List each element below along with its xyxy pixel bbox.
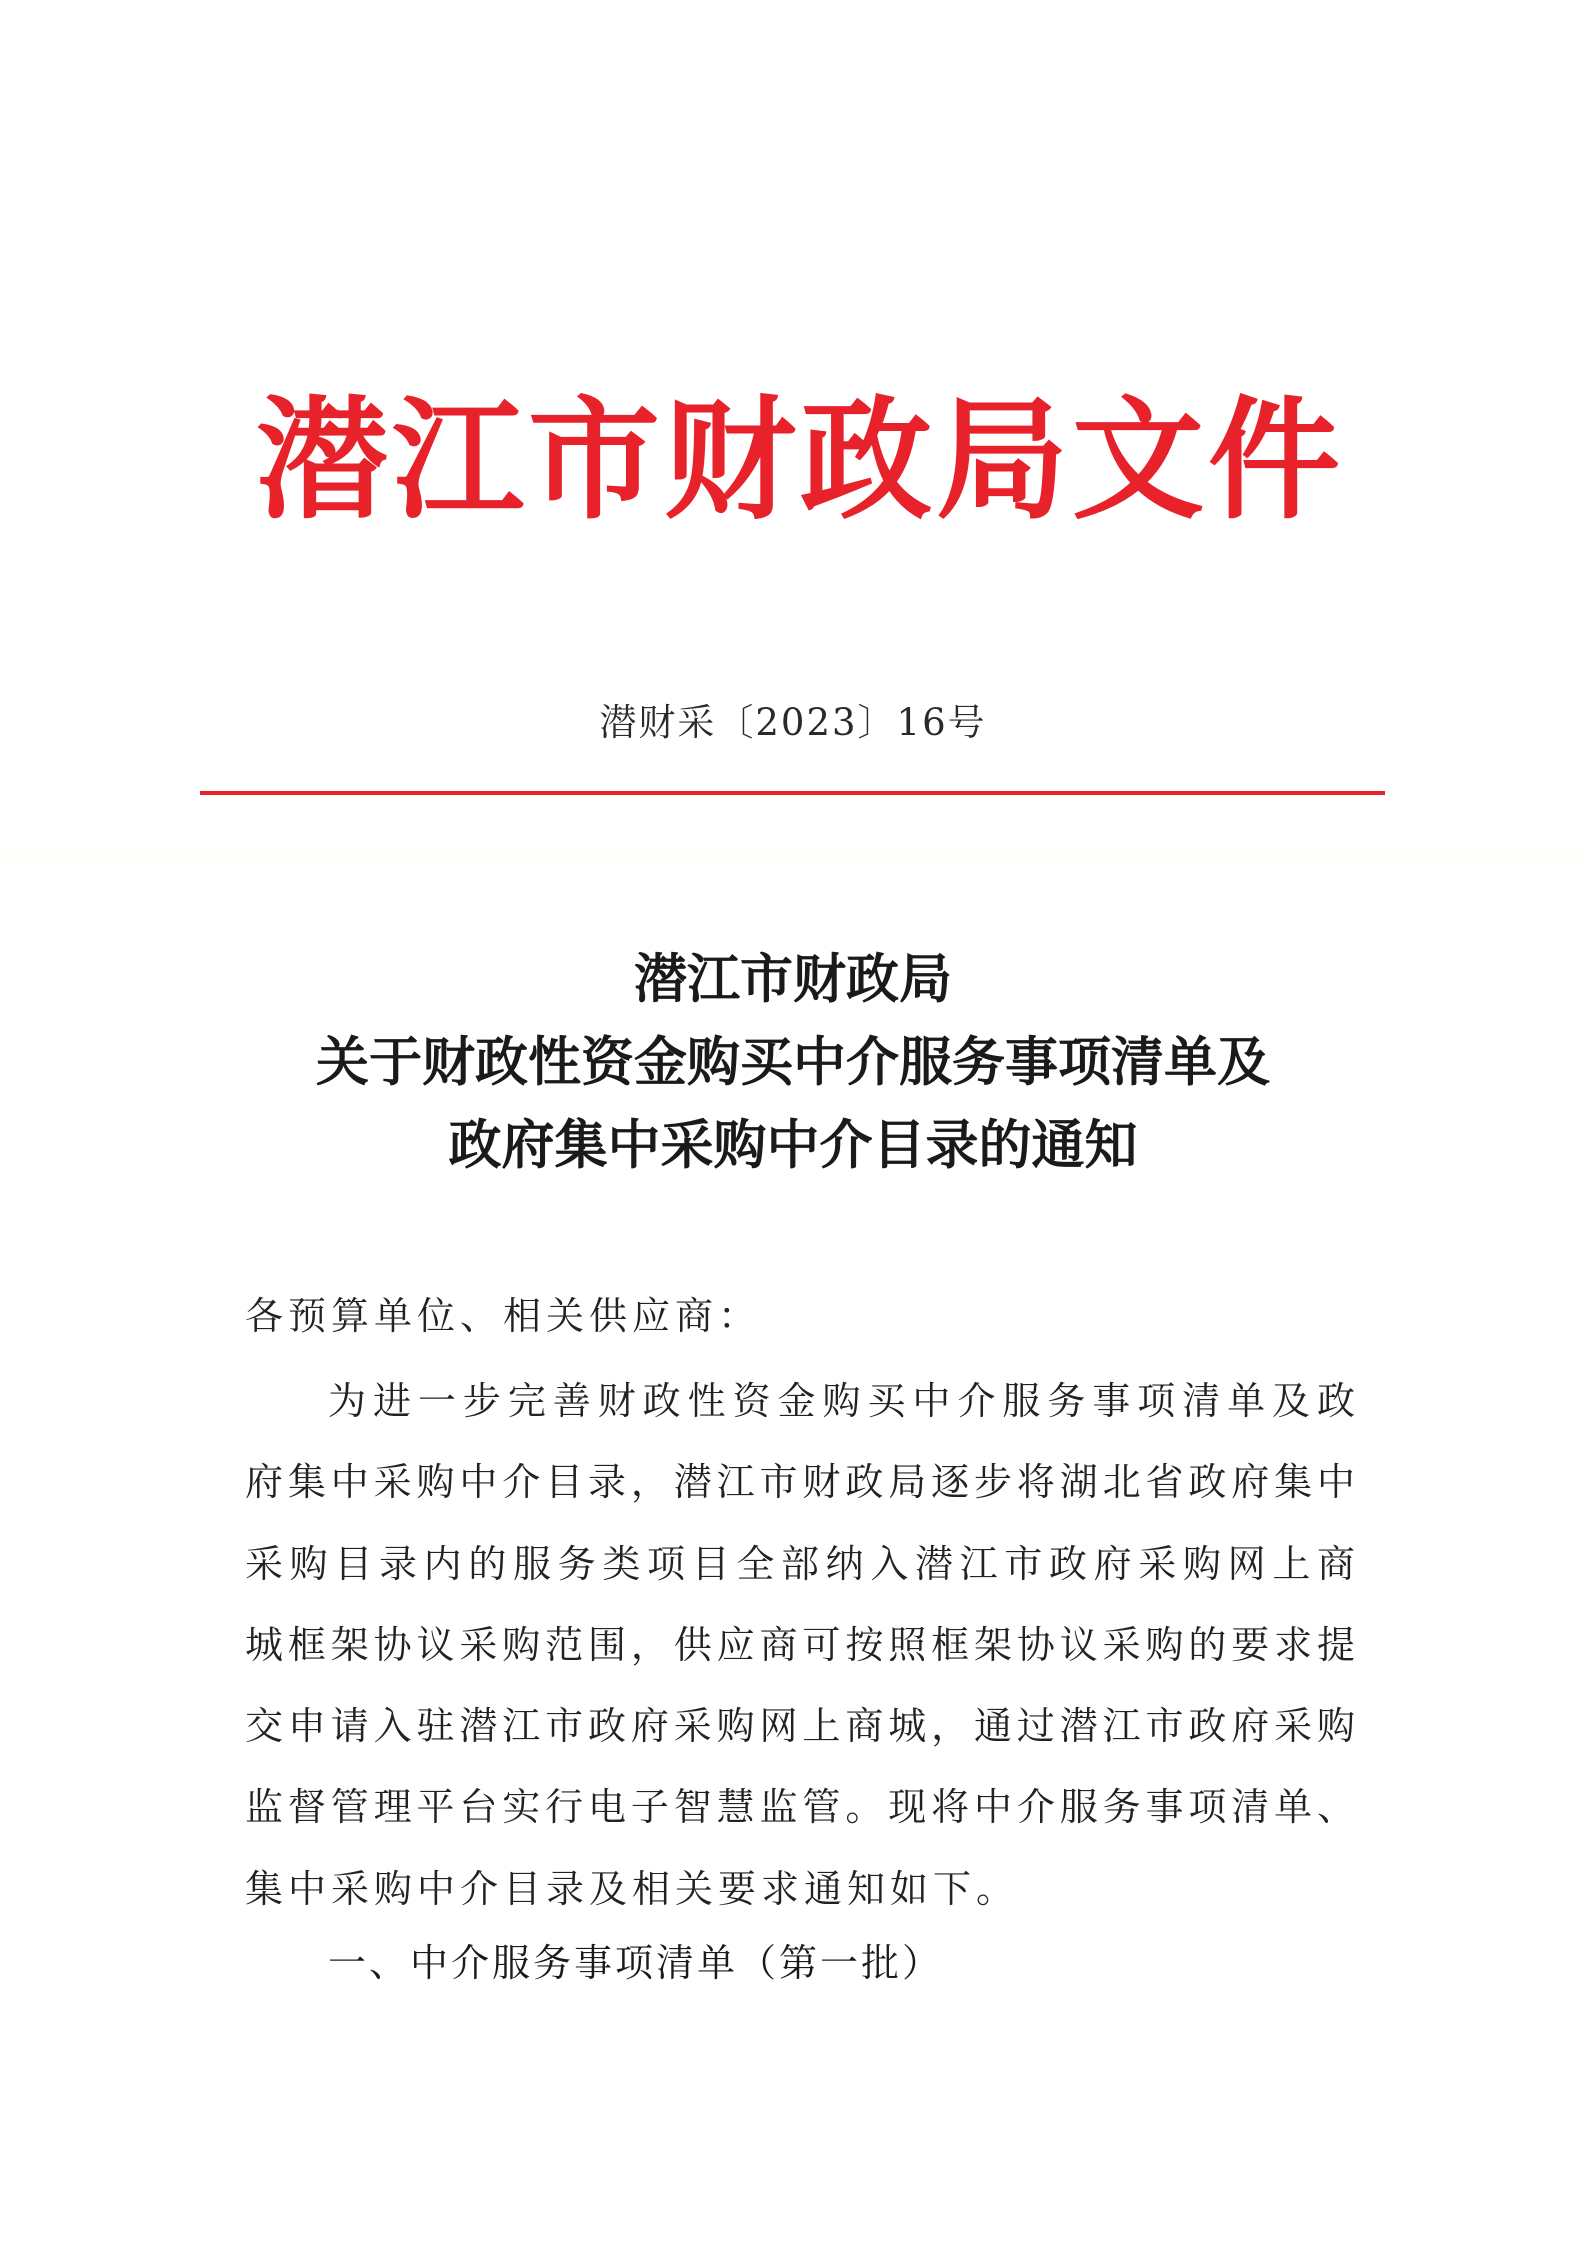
page-fold-shade bbox=[0, 852, 1586, 862]
document-number: 潜财采〔2023〕16号 bbox=[599, 701, 987, 744]
document-header bbox=[0, 0, 1586, 860]
subject-line-2: 关于财政性资金购买中介服务事项清单及 bbox=[316, 1031, 1270, 1093]
body-line: 交申请入驻潜江市政府采购网上商城，通过潜江市政府采购 bbox=[245, 1704, 1355, 1749]
body-line: 为进一步完善财政性资金购买中介服务事项清单及政 bbox=[328, 1379, 1355, 1423]
body-paragraph bbox=[245, 1361, 1355, 1930]
subject-line-1: 潜江市财政局 bbox=[634, 948, 952, 1010]
body-line: 府集中采购中介目录，潜江市财政局逐步将湖北省政府集中 bbox=[245, 1460, 1355, 1505]
salutation: 各预算单位、相关供应商： bbox=[245, 1294, 762, 1338]
body-line: 城框架协议采购范围，供应商可按照框架协议采购的要求提 bbox=[245, 1622, 1355, 1667]
body-line: 采购目录内的服务类项目全部纳入潜江市政府采购网上商 bbox=[245, 1541, 1355, 1586]
issuer-title: 潜江市财政局文件 bbox=[256, 383, 1344, 538]
body-line: 集中采购中介目录及相关要求通知如下。 bbox=[245, 1866, 1020, 1911]
body-line: 监督管理平台实行电子智慧监管。现将中介服务事项清单、 bbox=[245, 1785, 1355, 1830]
section-heading-1: 一、中介服务事项清单（第一批） bbox=[328, 1941, 944, 1985]
red-divider-rule bbox=[200, 791, 1385, 795]
subject-line-3: 政府集中采购中介目录的通知 bbox=[448, 1114, 1138, 1176]
notice-subject-title bbox=[0, 938, 1586, 1187]
